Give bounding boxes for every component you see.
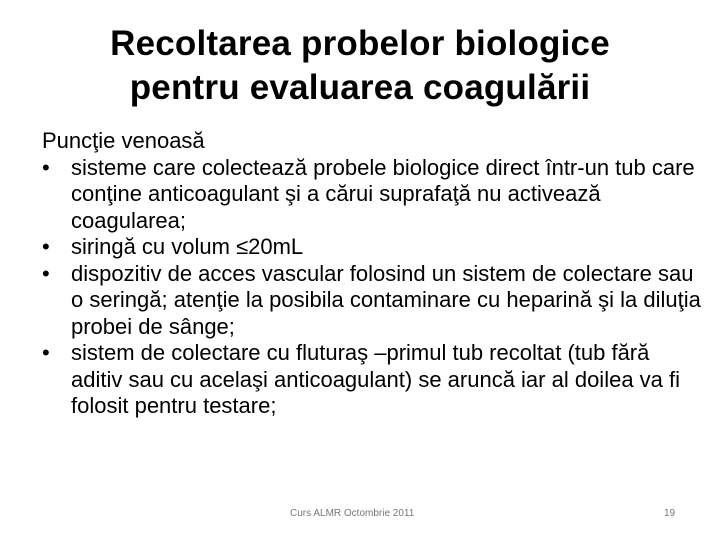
section-heading: Puncţie venoasă <box>42 128 205 153</box>
bullet-marker: • <box>42 340 50 365</box>
bullet-text: sisteme care colectează probele biologice direct într-un tub care conţine anticoagulant şi a cărui suprafaţă nu activează coagularea; <box>71 154 695 233</box>
bullet-text: dispozitiv de acces vascular folosind un sistem de colectare sau o seringă; atenţie la posibila contaminare cu heparină şi la diluţia probei de sânge; <box>71 260 701 339</box>
title-line-1: Recoltarea probelor biologice <box>110 24 610 63</box>
list-item <box>42 340 702 420</box>
list-item <box>42 261 702 341</box>
footer-text: Curs ALMR Octombrie 2011 <box>290 508 415 519</box>
page-number: 19 <box>664 508 676 519</box>
bullet-marker: • <box>42 260 50 286</box>
slide-title <box>40 22 680 110</box>
bullet-text: siringă cu volum ≤20mL <box>71 234 304 259</box>
list-item <box>42 234 702 261</box>
bullet-marker: • <box>42 234 50 259</box>
slide-body <box>42 128 702 420</box>
title-line-2: pentru evaluarea coagulării <box>129 68 591 107</box>
bullet-list <box>42 155 702 420</box>
bullet-marker: • <box>42 154 50 180</box>
bullet-text: sistem de colectare cu fluturaş –primul tub recoltat (tub fără aditiv sau cu acelaşi anticoagulant) se aruncă iar al doilea va fi folosit pentru testare; <box>71 340 681 418</box>
list-item <box>42 155 702 235</box>
